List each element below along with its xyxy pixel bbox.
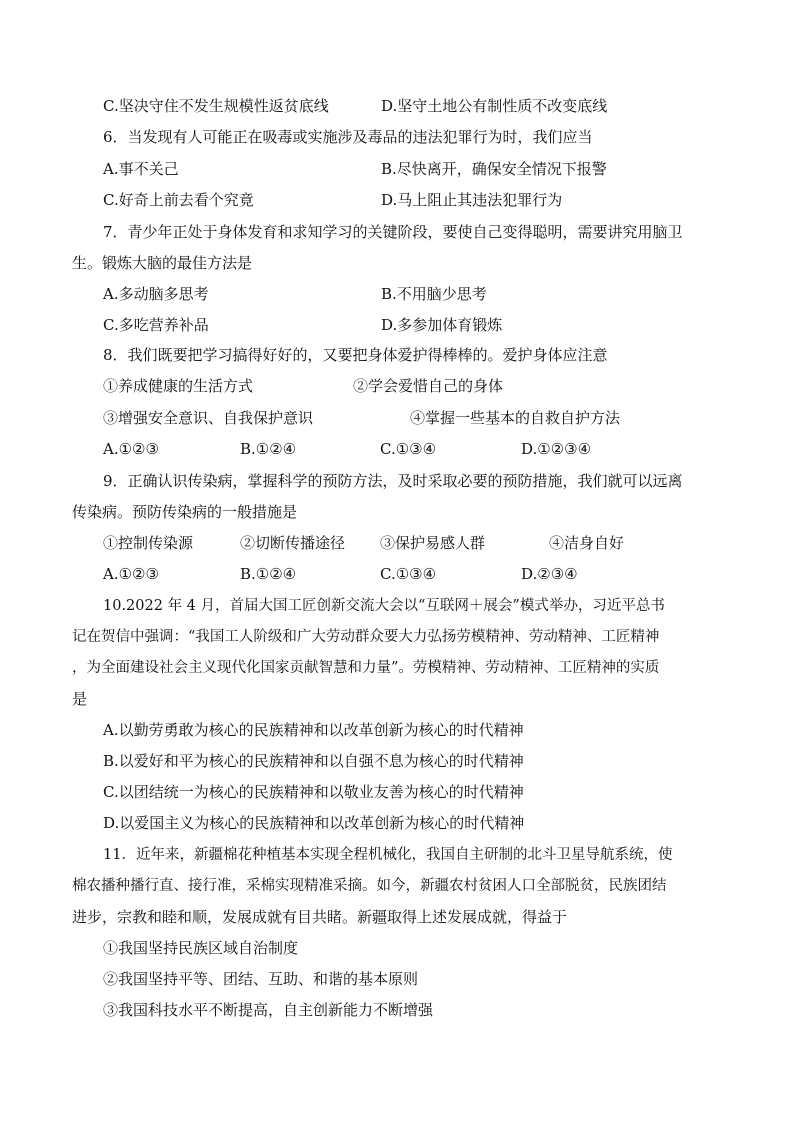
q9-option-c[interactable]: C.①③④ — [380, 565, 437, 583]
q7-option-d[interactable]: D.多参加体育锻炼 — [381, 316, 503, 334]
q6-option-d[interactable]: D.马上阻止其违法犯罪行为 — [381, 191, 563, 209]
q9-option-d[interactable]: D.②③④ — [521, 565, 578, 583]
q9-stem-line1: 9．正确认识传染病，掌握科学的预防方法，及时采取必要的预防措施，我们就可以远离 — [103, 472, 683, 490]
q11-item-3: ③我国科技水平不断提高，自主创新能力不断增强 — [103, 1001, 434, 1019]
q5-option-row-cd — [103, 97, 329, 115]
q5-option-c[interactable]: C.坚决守住不发生规模性返贫底线 — [103, 97, 329, 115]
q11-stem-line3: 进步，宗教和睦和顺，发展成就有目共睹。新疆取得上述发展成就，得益于 — [72, 908, 568, 926]
q8-stem: 8．我们既要把学习搞得好好的，又要把身体爱护得棒棒的。爱护身体应注意 — [103, 346, 608, 364]
q9-option-a[interactable]: A.①②③ — [103, 565, 159, 583]
q8-option-d[interactable]: D.①②③④ — [521, 440, 592, 458]
q9-item-3: ③保护易感人群 — [380, 534, 486, 552]
q10-stem-line3: ，为全面建设社会主义现代化国家贡献智慧和力量”。劳模精神、劳动精神、工匠精神的实质 — [72, 660, 660, 676]
q6-option-b[interactable]: B.尽快离开，确保安全情况下报警 — [381, 160, 607, 178]
q7-option-b[interactable]: B.不用脑少思考 — [381, 285, 487, 303]
q8-option-a[interactable]: A.①②③ — [103, 440, 159, 458]
q9-stem-line2: 传染病。预防传染病的一般措施是 — [72, 503, 298, 521]
q11-stem-line1: 11．近年来，新疆棉花种植基本实现全程机械化，我国自主研制的北斗卫星导航系统，使 — [103, 847, 673, 863]
q8-item-4: ④掌握一些基本的自救自护方法 — [410, 409, 621, 427]
q7-option-a[interactable]: A.多动脑多思考 — [103, 285, 209, 303]
q6-stem: 6．当发现有人可能正在吸毒或实施涉及毒品的违法犯罪行为时，我们应当 — [103, 128, 593, 146]
q8-option-b[interactable]: B.①②④ — [240, 440, 297, 458]
q10-stem-line4: 是 — [72, 690, 88, 708]
q10-option-c[interactable]: C.以团结统一为核心的民族精神和以敬业友善为核心的时代精神 — [103, 783, 524, 801]
q8-option-c[interactable]: C.①③④ — [380, 440, 437, 458]
q10-stem-line2: 记在贺信中强调：“我国工人阶级和广大劳动群众要大力弘扬劳模精神、劳动精神、工匠精神 — [72, 629, 660, 645]
q9-item-4: ④洁身自好 — [549, 534, 625, 552]
q8-item-2: ②学会爱惜自己的身体 — [353, 377, 504, 395]
q8-item-3: ③增强安全意识、自我保护意识 — [103, 409, 314, 427]
q11-item-2: ②我国坚持平等、团结、互助、和谐的基本原则 — [103, 970, 419, 988]
q9-item-2: ②切断传播途径 — [240, 534, 346, 552]
q10-option-b[interactable]: B.以爱好和平为核心的民族精神和以自强不息为核心的时代精神 — [103, 752, 524, 770]
q5-option-d[interactable]: D.坚守土地公有制性质不改变底线 — [381, 97, 608, 115]
q9-option-b[interactable]: B.①②④ — [240, 565, 297, 583]
q9-item-1: ①控制传染源 — [103, 534, 194, 552]
q10-option-d[interactable]: D.以爱国主义为核心的民族精神和以改革创新为核心的时代精神 — [103, 814, 525, 832]
q10-stem-line1: 10.2022 年 4 月，首届大国工匠创新交流大会以“互联网＋展会”模式举办，习近平总书 — [103, 598, 665, 614]
q7-option-c[interactable]: C.多吃营养补品 — [103, 316, 209, 334]
q8-item-1: ①养成健康的生活方式 — [103, 377, 254, 395]
q7-stem-line2: 生。锻炼大脑的最佳方法是 — [72, 254, 253, 272]
q11-item-1: ①我国坚持民族区域自治制度 — [103, 939, 299, 957]
q7-stem-line1: 7．青少年正处于身体发育和求知学习的关键阶段，要使自己变得聪明，需要讲究用脑卫 — [103, 223, 683, 241]
q11-stem-line2: 棉农播种播行直、接行准，采棉实现精准采摘。如今，新疆农村贫困人口全部脱贫，民族团结 — [72, 878, 667, 894]
q10-option-a[interactable]: A.以勤劳勇敢为核心的民族精神和以改革创新为核心的时代精神 — [103, 721, 524, 739]
q6-option-c[interactable]: C.好奇上前去看个究竟 — [103, 191, 254, 209]
q6-option-a[interactable]: A.事不关己 — [103, 160, 179, 178]
